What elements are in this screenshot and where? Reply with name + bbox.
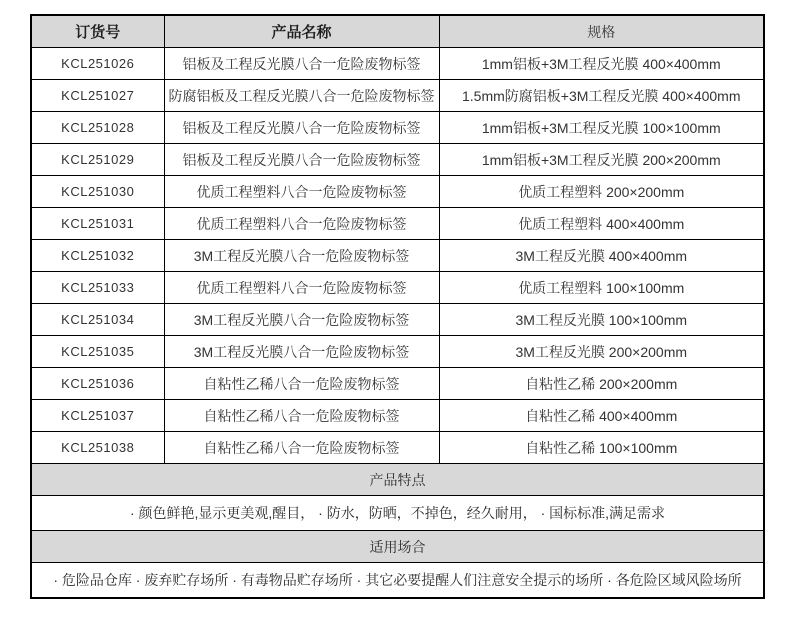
product-name-cell: 铝板及工程反光膜八合一危险废物标签 [164,112,439,144]
table-header-row [31,15,764,48]
features-title: 产品特点 [31,464,764,496]
product-name-cell: 铝板及工程反光膜八合一危险废物标签 [164,48,439,80]
occasions-text-row [31,563,764,599]
table-row [31,112,764,144]
features-text: · 颜色鲜艳,显示更美观,醒目， · 防水，防晒，不掉色，经久耐用， · 国标标准,满足需求 [31,496,764,531]
product-name-cell: 自粘性乙稀八合一危险废物标签 [164,432,439,464]
spec-cell: 自粘性乙稀 200×200mm [439,368,764,400]
order-code-cell: KCL251030 [31,176,164,208]
spec-cell: 自粘性乙稀 400×400mm [439,400,764,432]
table-row [31,48,764,80]
order-code-cell: KCL251036 [31,368,164,400]
table-row [31,432,764,464]
header-spec: 规格 [439,15,764,48]
features-text-row [31,496,764,531]
order-code-cell: KCL251038 [31,432,164,464]
table-row [31,400,764,432]
product-name-cell: 3M工程反光膜八合一危险废物标签 [164,240,439,272]
spec-cell: 1.5mm防腐铝板+3M工程反光膜 400×400mm [439,80,764,112]
table-row [31,80,764,112]
product-name-cell: 优质工程塑料八合一危险废物标签 [164,208,439,240]
spec-cell: 1mm铝板+3M工程反光膜 200×200mm [439,144,764,176]
table-row [31,368,764,400]
order-code-cell: KCL251037 [31,400,164,432]
product-name-cell: 优质工程塑料八合一危险废物标签 [164,272,439,304]
occasions-text: · 危险品仓库 · 废弃贮存场所 · 有毒物品贮存场所 · 其它必要提醒人们注意安全提示的场所 · 各危险区域风险场所 [31,563,764,599]
order-code-cell: KCL251028 [31,112,164,144]
spec-cell: 优质工程塑料 400×400mm [439,208,764,240]
table-row [31,208,764,240]
product-spec-table [30,14,765,599]
order-code-cell: KCL251031 [31,208,164,240]
table-row [31,336,764,368]
features-section-header [31,464,764,496]
spec-cell: 1mm铝板+3M工程反光膜 100×100mm [439,112,764,144]
table-row [31,304,764,336]
table-row [31,176,764,208]
product-name-cell: 铝板及工程反光膜八合一危险废物标签 [164,144,439,176]
table-row [31,272,764,304]
spec-cell: 3M工程反光膜 100×100mm [439,304,764,336]
order-code-cell: KCL251029 [31,144,164,176]
spec-cell: 1mm铝板+3M工程反光膜 400×400mm [439,48,764,80]
header-product-name: 产品名称 [164,15,439,48]
table-row [31,240,764,272]
order-code-cell: KCL251027 [31,80,164,112]
table-row [31,144,764,176]
product-name-cell: 3M工程反光膜八合一危险废物标签 [164,304,439,336]
spec-cell: 自粘性乙稀 100×100mm [439,432,764,464]
occasions-title: 适用场合 [31,531,764,563]
spec-cell: 3M工程反光膜 400×400mm [439,240,764,272]
order-code-cell: KCL251032 [31,240,164,272]
order-code-cell: KCL251034 [31,304,164,336]
product-name-cell: 自粘性乙稀八合一危险废物标签 [164,368,439,400]
occasions-section-header [31,531,764,563]
product-name-cell: 优质工程塑料八合一危险废物标签 [164,176,439,208]
product-name-cell: 防腐铝板及工程反光膜八合一危险废物标签 [164,80,439,112]
order-code-cell: KCL251026 [31,48,164,80]
order-code-cell: KCL251035 [31,336,164,368]
header-order-no: 订货号 [31,15,164,48]
spec-cell: 优质工程塑料 100×100mm [439,272,764,304]
spec-cell: 优质工程塑料 200×200mm [439,176,764,208]
spec-cell: 3M工程反光膜 200×200mm [439,336,764,368]
product-name-cell: 3M工程反光膜八合一危险废物标签 [164,336,439,368]
order-code-cell: KCL251033 [31,272,164,304]
product-name-cell: 自粘性乙稀八合一危险废物标签 [164,400,439,432]
